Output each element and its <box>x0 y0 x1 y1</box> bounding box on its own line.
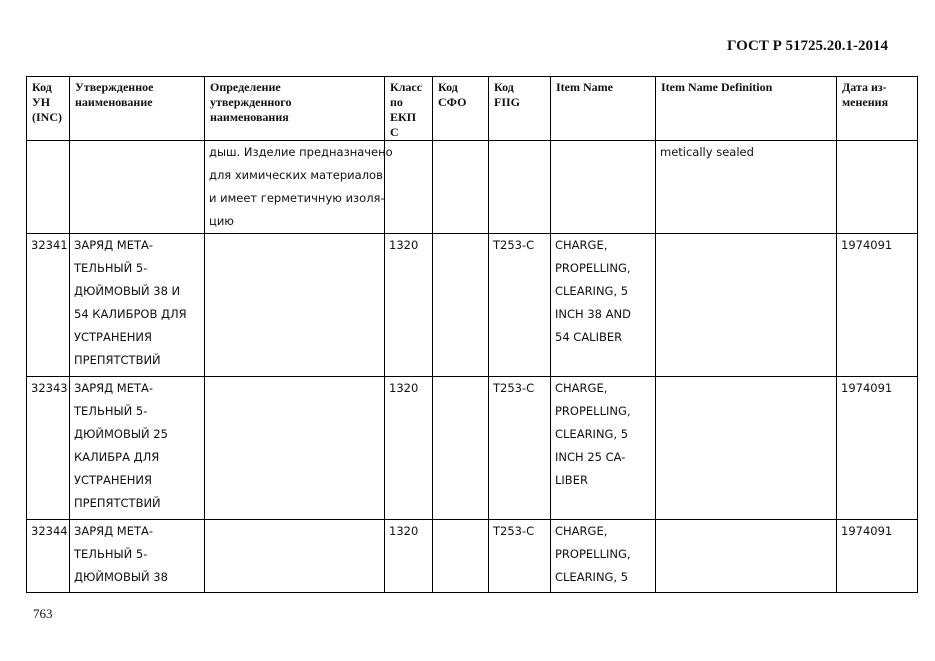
cell-item-name-definition <box>656 520 837 593</box>
cell-fiig <box>489 141 551 234</box>
cell-item-name-definition <box>656 234 837 377</box>
col-header-fiig: Код FIIG <box>489 77 551 141</box>
document-code: ГОСТ Р 51725.20.1-2014 <box>726 38 888 54</box>
col-header-approved-name: Утвержденное наименование <box>70 77 205 141</box>
table-row <box>27 234 918 377</box>
cell-name: ЗАРЯД МЕТА- ТЕЛЬНЫЙ 5- ДЮЙМОВЫЙ 38 <box>70 520 205 593</box>
cell-item-name: CHARGE, PROPELLING, CLEARING, 5 INCH 38 AND 54 CALIBER <box>551 234 656 377</box>
cell-definition: дыш. Изделие предназначено для химических материалов и имеет герметичную изоля- цию <box>205 141 385 234</box>
col-header-item-name: Item Name <box>551 77 656 141</box>
cell-item-name <box>551 141 656 234</box>
cell-change-date: 1974091 <box>837 520 918 593</box>
cell-name: ЗАРЯД МЕТА- ТЕЛЬНЫЙ 5- ДЮЙМОВЫЙ 38 И 54 КАЛИБРОВ ДЛЯ УСТРАНЕНИЯ ПРЕПЯТСТВИЙ <box>70 234 205 377</box>
table-row <box>27 520 918 593</box>
cell-definition <box>205 377 385 520</box>
page-number: 763 <box>33 606 53 621</box>
table-row <box>27 377 918 520</box>
cell-change-date: 1974091 <box>837 234 918 377</box>
cell-item-name: CHARGE, PROPELLING, CLEARING, 5 INCH 25 CA- LIBER <box>551 377 656 520</box>
cell-definition <box>205 234 385 377</box>
cell-change-date <box>837 141 918 234</box>
col-header-definition: Определение утвержденного наименования <box>205 77 385 141</box>
cell-code: 32341 <box>27 234 70 377</box>
cell-change-date: 1974091 <box>837 377 918 520</box>
cell-fiig: T253-C <box>489 520 551 593</box>
nomenclature-table <box>26 76 918 593</box>
cell-class: 1320 <box>385 377 433 520</box>
cell-item-name: CHARGE, PROPELLING, CLEARING, 5 <box>551 520 656 593</box>
cell-code: 32344 <box>27 520 70 593</box>
cell-definition <box>205 520 385 593</box>
col-header-change-date: Дата из- менения <box>837 77 918 141</box>
cell-fiig: T253-C <box>489 234 551 377</box>
col-header-class: Класс по ЕКП С <box>385 77 433 141</box>
cell-name: ЗАРЯД МЕТА- ТЕЛЬНЫЙ 5- ДЮЙМОВЫЙ 25 КАЛИБРА ДЛЯ УСТРАНЕНИЯ ПРЕПЯТСТВИЙ <box>70 377 205 520</box>
col-header-item-name-definition: Item Name Definition <box>656 77 837 141</box>
cell-sfo <box>433 234 489 377</box>
cell-name <box>70 141 205 234</box>
cell-code <box>27 141 70 234</box>
col-header-sfo: Код СФО <box>433 77 489 141</box>
col-header-code: Код УН (INC) <box>27 77 70 141</box>
cell-class: 1320 <box>385 234 433 377</box>
cell-sfo <box>433 520 489 593</box>
table-row <box>27 141 918 234</box>
cell-class: 1320 <box>385 520 433 593</box>
cell-item-name-definition: metically sealed <box>656 141 837 234</box>
table-header-row <box>27 77 918 141</box>
cell-fiig: T253-C <box>489 377 551 520</box>
cell-code: 32343 <box>27 377 70 520</box>
cell-item-name-definition <box>656 377 837 520</box>
cell-sfo <box>433 377 489 520</box>
cell-sfo <box>433 141 489 234</box>
